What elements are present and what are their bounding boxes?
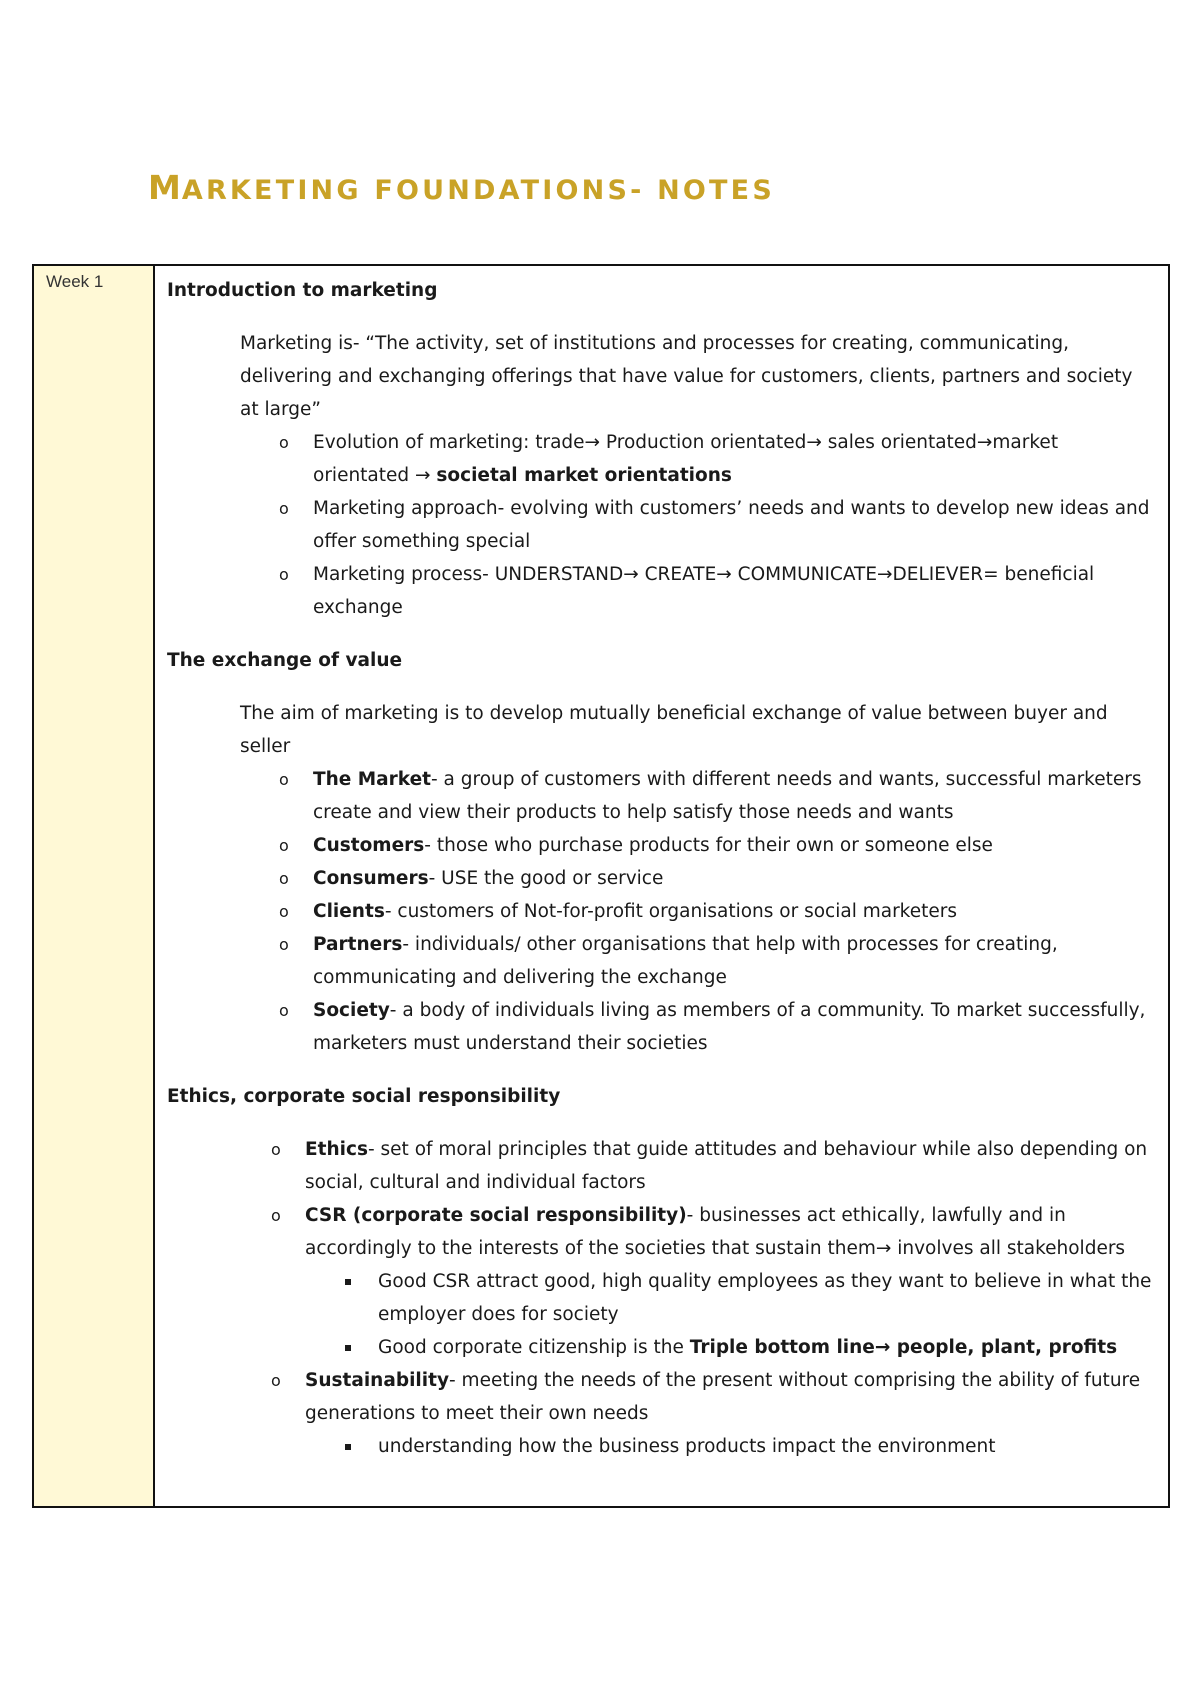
list-item: o The Market- a group of customers with different needs and wants, successful marketers create and view their products to help satisfy those needs and wants [167,763,1154,829]
intro-heading: Introduction to marketing [167,280,438,301]
sub-item: understanding how the business products impact the environment [167,1430,1154,1463]
list-item-ethics: o Ethics- set of moral principles that guide attitudes and behaviour while also depending on social, cultural and individual factors [167,1133,1154,1199]
list-item: o Marketing process- UNDERSTAND→ CREATE→ COMMUNICATE→DELIEVER= beneficial exchange [167,558,1154,624]
intro-list [167,426,1154,624]
sub-item: Good corporate citizenship is the Triple bottom line→ people, plant, profits [167,1331,1154,1364]
list-item-csr: o CSR (corporate social responsibility)- businesses act ethically, lawfully and in accordingly to the interests of the societies that sustain them→ involves all stakeholders [167,1199,1154,1265]
ethics-list [167,1133,1154,1463]
title-initial: M [148,168,182,207]
list-item: o Partners- individuals/ other organisations that help with processes for creating, communicating and delivering the exchange [167,928,1154,994]
list-item: o Evolution of marketing: trade→ Production orientated→ sales orientated→market orientated → societal market orientations [167,426,1154,492]
exchange-heading: The exchange of value [167,650,403,671]
sub-item: Good CSR attract good, high quality employees as they want to believe in what the employer does for society [167,1265,1154,1331]
week-label: Week 1 [34,266,155,1506]
marketing-definition: Marketing is- “The activity, set of institutions and processes for creating, communicating, delivering and exchanging offerings that have value for customers, clients, partners and society at large” [240,333,1133,420]
list-item: o Society- a body of individuals living as members of a community. To market successfully, marketers must understand their societies [167,994,1154,1060]
list-item: o Consumers- USE the good or service [167,862,1154,895]
list-item-sustainability: o Sustainability- meeting the needs of the present without comprising the ability of future generations to meet their own needs [167,1364,1154,1430]
page-title [148,168,775,207]
list-item: o Clients- customers of Not-for-profit organisations or social marketers [167,895,1154,928]
title-rest: ARKETING FOUNDATIONS- NOTES [181,175,775,206]
notes-content [155,266,1168,1506]
exchange-list [167,763,1154,1060]
list-item: o Marketing approach- evolving with customers’ needs and wants to develop new ideas and offer something special [167,492,1154,558]
ethics-heading: Ethics, corporate social responsibility [167,1086,561,1107]
exchange-aim: The aim of marketing is to develop mutually beneficial exchange of value between buyer and seller [240,703,1108,757]
notes-table [32,264,1170,1508]
list-item: o Customers- those who purchase products for their own or someone else [167,829,1154,862]
